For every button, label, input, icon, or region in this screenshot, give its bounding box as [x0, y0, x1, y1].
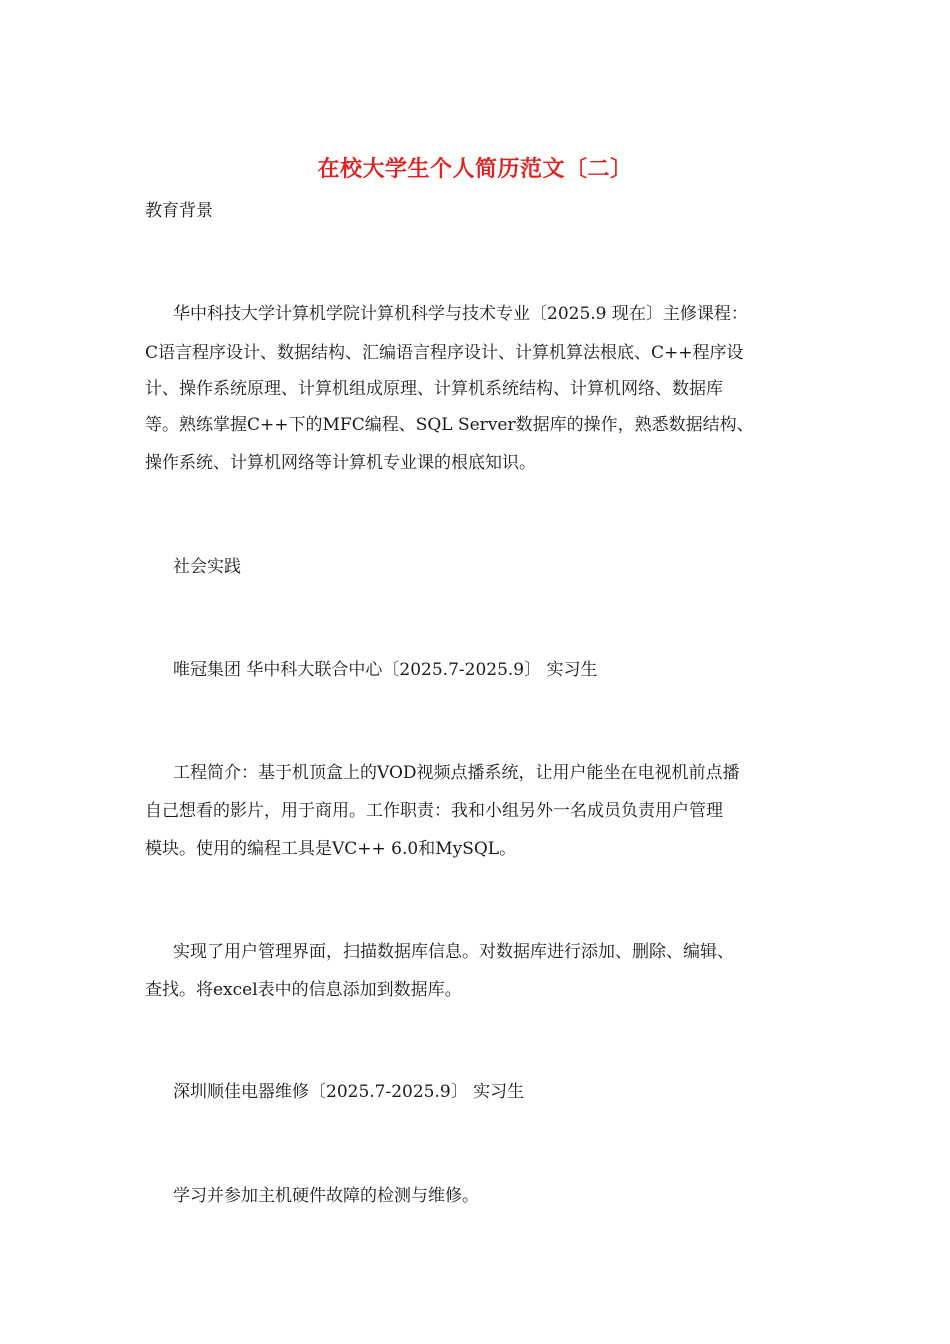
practice-heading: 社会实践 [173, 557, 241, 577]
education-line-2: C语言程序设计、数据结构、汇编语言程序设计、计算机算法根底、C++程序设 [145, 343, 744, 363]
document-title: 在校大学生个人简历范文〔二〕 [317, 156, 633, 182]
education-line-5: 操作系统、计算机网络等计算机专业课的根底知识。 [145, 453, 536, 473]
achievement-line-2: 查找。将excel表中的信息添加到数据库。 [145, 980, 462, 1000]
project-line-1: 工程简介：基于机顶盒上的VOD视频点播系统，让用户能坐在电视机前点播 [173, 763, 740, 783]
project-line-3: 模块。使用的编程工具是VC++ 6.0和MySQL。 [145, 839, 517, 859]
education-line-1: 华中科技大学计算机学院计算机科学与技术专业〔2025.9 现在〕主修课程： [173, 304, 748, 324]
job2-description: 学习并参加主机硬件故障的检测与维修。 [173, 1186, 479, 1206]
education-heading: 教育背景 [145, 201, 213, 221]
achievement-line-1: 实现了用户管理界面，扫描数据库信息。对数据库进行添加、删除、编辑、 [173, 942, 734, 962]
education-line-3: 计、操作系统原理、计算机组成原理、计算机系统结构、计算机网络、数据库 [145, 379, 723, 399]
job1-line: 唯冠集团 华中科大联合中心〔2025.7-2025.9〕 实习生 [173, 660, 598, 680]
job2-line: 深圳顺佳电器维修〔2025.7-2025.9〕 实习生 [173, 1082, 525, 1102]
education-line-4: 等。熟练掌握C++下的MFC编程、SQL Server数据库的操作，熟悉数据结构、 [145, 415, 754, 435]
project-line-2: 自己想看的影片，用于商用。工作职责：我和小组另外一名成员负责用户管理 [145, 801, 723, 821]
